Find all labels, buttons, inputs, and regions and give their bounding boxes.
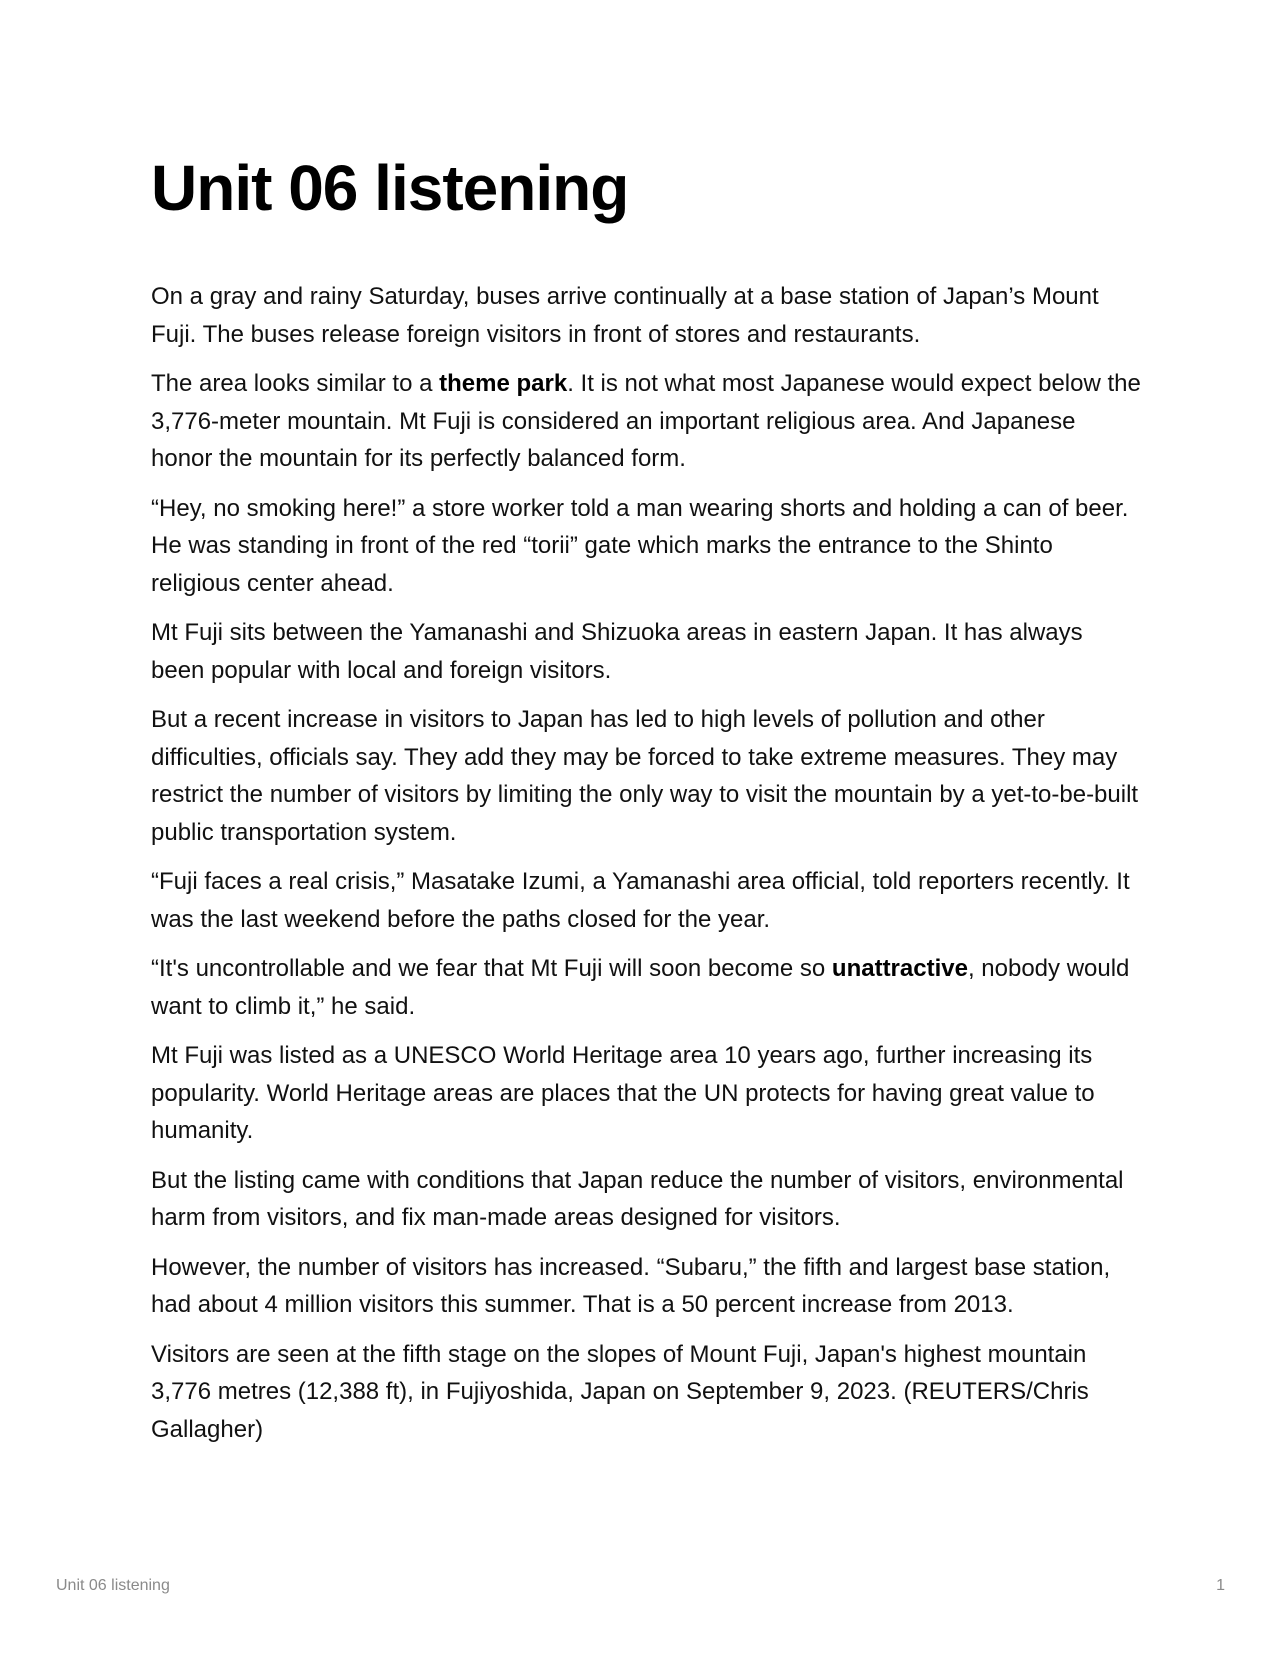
paragraph — [151, 365, 1141, 478]
footer-title: Unit 06 listening — [56, 1577, 170, 1594]
document-page — [151, 150, 1141, 1460]
paragraph-text: On a gray and rainy Saturday, buses arrive continually at a base station of Japan’s Mount Fuji. The buses release foreign visitors in front of stores and restaurants. — [151, 283, 1099, 348]
paragraph-text: Visitors are seen at the fifth stage on the slopes of Mount Fuji, Japan's highest mountain 3,776 metres (12,388 ft), in Fujiyoshida, Japan on September 9, 2023. (REUTERS/Chris Gallagher) — [151, 1340, 1089, 1443]
paragraph-text: , nobody would want to climb it,” he said. — [151, 955, 1130, 1020]
paragraph-text: . It is not what most Japanese would expect below the 3,776-meter mountain. Mt Fuji is considered an important religious area. And Japanese honor the mountain for its perfectly balanced form. — [151, 370, 1141, 472]
paragraph — [151, 1249, 1141, 1324]
paragraph-text: Mt Fuji sits between the Yamanashi and Shizuoka areas in eastern Japan. It has always been popular with local and foreign visitors. — [151, 619, 1083, 684]
paragraph-text: “Hey, no smoking here!” a store worker told a man wearing shorts and holding a can of beer. He was standing in front of the red “torii” gate which marks the entrance to the Shinto religious center ahead. — [151, 494, 1129, 597]
document-body — [151, 278, 1141, 1448]
bold-term: unattractive — [831, 955, 968, 982]
bold-term: theme park — [439, 370, 568, 397]
paragraph-text: But the listing came with conditions that Japan reduce the number of visitors, environmental harm from visitors, and fix man-made areas designed for visitors. — [151, 1166, 1124, 1231]
footer-page-number: 1 — [1216, 1577, 1225, 1594]
paragraph — [151, 278, 1141, 353]
paragraph — [151, 1162, 1141, 1237]
paragraph — [151, 614, 1141, 689]
paragraph-text: But a recent increase in visitors to Japan has led to high levels of pollution and other difficulties, officials say. They add they may be forced to take extreme measures. They may restrict the number of visitors by limiting the only way to visit the mountain by a yet-to-be-built public transportation system. — [151, 706, 1139, 846]
paragraph-text: “Fuji faces a real crisis,” Masatake Izumi, a Yamanashi area official, told reporters recently. It was the last weekend before the paths closed for the year. — [151, 868, 1130, 933]
paragraph — [151, 863, 1141, 938]
paragraph — [151, 701, 1141, 851]
paragraph-text: However, the number of visitors has increased. “Subaru,” the fifth and largest base station, had about 4 million visitors this summer. That is a 50 percent increase from 2013. — [151, 1253, 1111, 1318]
page-title: Unit 06 listening — [151, 152, 629, 224]
paragraph — [151, 1037, 1141, 1150]
paragraph — [151, 490, 1141, 603]
paragraph-text: “It's uncontrollable and we fear that Mt Fuji will soon become so — [151, 955, 832, 982]
paragraph-text: The area looks similar to a — [151, 370, 440, 397]
paragraph — [151, 950, 1141, 1025]
paragraph-text: Mt Fuji was listed as a UNESCO World Heritage area 10 years ago, further increasing its popularity. World Heritage areas are places that the UN protects for having great value to humanity. — [151, 1042, 1095, 1144]
paragraph — [151, 1336, 1141, 1449]
